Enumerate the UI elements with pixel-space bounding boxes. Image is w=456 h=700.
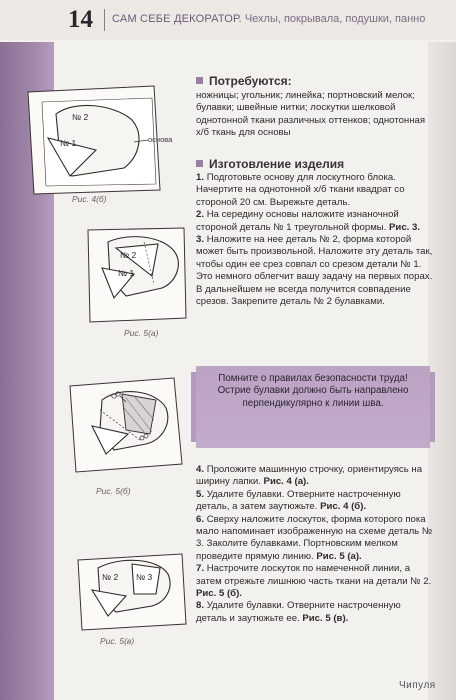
figure-5v: [68, 550, 192, 648]
step-number: 7.: [196, 563, 205, 575]
running-title: [112, 13, 425, 25]
step-6: [196, 514, 434, 564]
figure-5a-caption: Рис. 5(а): [124, 328, 159, 338]
step-number: 3.: [196, 234, 205, 246]
step-number: 2.: [196, 209, 205, 221]
step-number: 5.: [196, 488, 205, 500]
step-text: Сверху наложите лоскуток, форма которого пока мало напоминает изображенную на схеме деталь № 3. Заколите булавками. Портновским мелком проведите прямую линию.: [196, 513, 433, 562]
figure-5b-caption: Рис. 5(б): [96, 486, 131, 496]
step-3: [196, 234, 434, 308]
figure-5b-drawing: [62, 374, 192, 496]
piece2-label: № 2: [120, 250, 137, 260]
figure-4b-caption: Рис. 4(б): [72, 194, 107, 204]
figure-reference: Рис. 3.: [389, 221, 420, 233]
watermark: Чипуля: [399, 680, 436, 691]
page-number: 14: [68, 6, 93, 33]
step-text: Удалите булавки. Отверните настроченную деталь и заутюжьте ее.: [196, 600, 401, 624]
making-heading-text: Изготовление изделия: [209, 157, 345, 171]
header-divider: [104, 9, 105, 31]
step-5: [196, 489, 434, 514]
figure-5b: [62, 374, 192, 496]
figure-5v-drawing: [68, 550, 192, 648]
figure-reference: Рис. 5 (а).: [316, 550, 362, 562]
step-text: Проложите машинную строчку, ориентируясь на ширину лапки.: [196, 464, 423, 488]
figure-5v-caption: Рис. 5(в): [100, 636, 135, 646]
step-7: [196, 563, 434, 600]
piece2-label: № 2: [102, 572, 119, 582]
step-number: 6.: [196, 513, 205, 525]
figure-5a: [80, 226, 190, 340]
figure-reference: Рис. 5 (в).: [302, 612, 349, 624]
step-8: [196, 600, 434, 625]
step-text: Наложите на нее деталь № 2, форма которой может быть произвольной. Наложите эту деталь так, чтобы один ее срез совпал со срезом детали № 1. Это немного облегчит вашу задачу на первых порах. В дальнейшем не всегда получится совпадение срезов. Закрепите деталь № 2 булавками.: [196, 234, 433, 308]
page-header: [0, 0, 456, 40]
base-label: основа: [148, 135, 173, 144]
figure-reference: Рис. 5 (б).: [196, 588, 242, 600]
piece2-label: № 2: [72, 112, 89, 122]
bullet-square-icon: [196, 160, 203, 167]
step-number: 1.: [196, 172, 205, 183]
bullet-square-icon: [196, 77, 203, 84]
step-text: На середину основы наложите изнаночной стороной деталь № 1 треугольной формы.: [196, 209, 399, 233]
materials-text: ножницы; угольник; линейка; портновский мелок; булавки; швейные нитки; лоскутки шелковой однотонной ткани различных оттенков; однотонная х/б ткань для основы: [196, 90, 426, 139]
figure-4b: [14, 72, 194, 212]
materials-heading-text: Потребуются:: [209, 74, 292, 88]
steps-block-b: [196, 464, 434, 625]
figure-5a-drawing: [80, 226, 190, 340]
book-title: САМ СЕБЕ ДЕКОРАТОР.: [112, 13, 242, 25]
step-text: Настрочите лоскуток по намеченной линии, а затем отрежьте лишнюю часть ткани на детали № 2.: [196, 563, 432, 587]
step-2: [196, 209, 434, 234]
making-heading: [196, 157, 344, 171]
step-number: 4.: [196, 464, 205, 475]
safety-note: [196, 366, 430, 448]
figure-reference: Рис. 4 (б).: [320, 501, 367, 513]
piece1-label: № 1: [118, 268, 135, 278]
piece1-label: № 1: [60, 138, 77, 148]
step-1: [196, 172, 434, 209]
safety-note-text: Помните о правилах безопасности труда! Острие булавки должно быть направлено перпендикулярно к линии шва.: [217, 373, 409, 409]
step-text: Подготовьте основу для лоскутного блока. Начертите на однотонной х/б ткани квадрат со стороной 20 см. Вырежьте деталь.: [196, 172, 405, 208]
step-text: Удалите булавки. Отверните настроченную деталь, а затем заутюжьте.: [196, 488, 401, 513]
step-4: [196, 464, 434, 489]
piece3-label: № 3: [136, 572, 153, 582]
materials-heading: [196, 74, 292, 88]
steps-block-a: [196, 172, 434, 308]
step-number: 8.: [196, 600, 205, 612]
figure-reference: Рис. 4 (а).: [263, 476, 309, 488]
chapter-title: Чехлы, покрывала, подушки, панно: [244, 13, 426, 25]
